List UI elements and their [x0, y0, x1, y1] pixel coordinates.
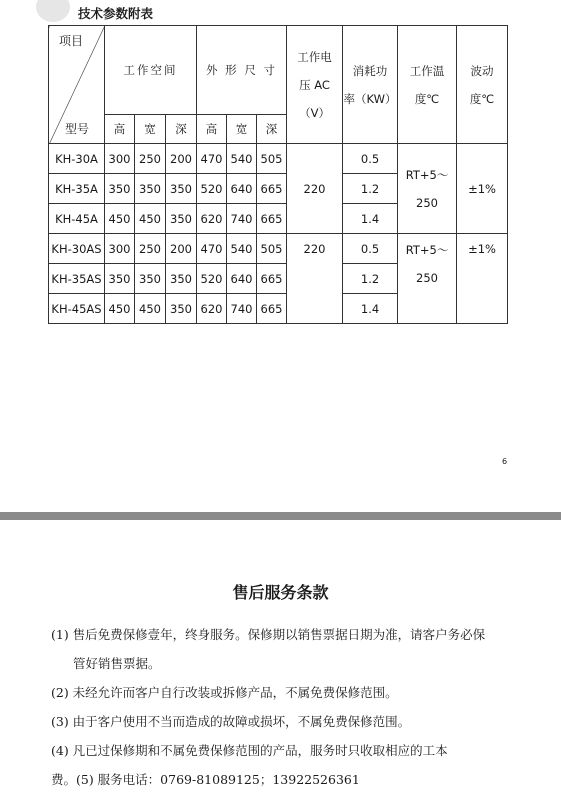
- section-title: 技术参数附表: [78, 6, 154, 21]
- temp-header-line: 工作温: [409, 63, 445, 78]
- temp-cell: [398, 144, 457, 234]
- value-cell: 640: [227, 174, 257, 204]
- value-cell: 350: [166, 204, 197, 234]
- work-space-header: 工作空间: [105, 26, 197, 115]
- power-header-line: 消耗功: [352, 63, 388, 78]
- temp-header: [398, 26, 457, 144]
- sub-width: 宽: [135, 115, 166, 144]
- voltage-cell: 220: [287, 234, 343, 324]
- value-cell: 620: [197, 204, 227, 234]
- value-cell: 740: [227, 204, 257, 234]
- voltage-header-line: （V）: [299, 105, 330, 120]
- power-cell: 0.5: [343, 234, 398, 264]
- temp-cell: [398, 234, 457, 324]
- model-cell: KH-45A: [49, 204, 105, 234]
- fluct-header-line: 波动: [470, 63, 494, 78]
- model-cell: KH-30AS: [49, 234, 105, 264]
- value-cell: 250: [135, 144, 166, 174]
- model-cell: KH-30A: [49, 144, 105, 174]
- temp-range-end: 250: [416, 271, 438, 285]
- value-cell: 520: [197, 174, 227, 204]
- power-cell: 1.2: [343, 264, 398, 294]
- service-clause: (3) 由于客户使用不当而造成的故障或损坏，不属免费保修范围。: [51, 714, 411, 729]
- value-cell: 665: [257, 264, 287, 294]
- power-cell: 0.5: [343, 144, 398, 174]
- value-cell: 470: [197, 144, 227, 174]
- table-row: [49, 144, 508, 174]
- fluct-header: [457, 26, 508, 144]
- service-clause: (4) 凡已过保修期和不属免费保修范围的产品，服务时只收取相应的工本: [51, 743, 448, 758]
- value-cell: 300: [105, 234, 135, 264]
- value-cell: 250: [135, 234, 166, 264]
- temp-range-end: 250: [416, 195, 438, 210]
- value-cell: 350: [166, 264, 197, 294]
- value-cell: 350: [166, 294, 197, 324]
- value-cell: 450: [105, 294, 135, 324]
- value-cell: 450: [135, 204, 166, 234]
- value-cell: 350: [105, 264, 135, 294]
- value-cell: 350: [166, 174, 197, 204]
- value-cell: 350: [135, 174, 166, 204]
- temp-range-start: RT+5～: [405, 167, 449, 182]
- service-clause: 费。(5) 服务电话：0769-81089125；13922526361: [51, 772, 360, 787]
- model-cell: KH-35A: [49, 174, 105, 204]
- header-row: [49, 26, 508, 115]
- service-clause: (1) 售后免费保修壹年，终身服务。保修期以销售票据日期为准，请客户务必保: [51, 627, 486, 642]
- sub-depth: 深: [257, 115, 287, 144]
- power-cell: 1.4: [343, 294, 398, 324]
- model-cell: KH-45AS: [49, 294, 105, 324]
- temp-header-line: 度℃: [414, 91, 440, 106]
- dimensions-header: 外 形 尺 寸: [197, 26, 287, 115]
- tab-circle-decoration: [36, 0, 70, 22]
- power-cell: 1.2: [343, 174, 398, 204]
- page-number: 6: [502, 457, 508, 466]
- value-cell: 665: [257, 204, 287, 234]
- value-cell: 540: [227, 144, 257, 174]
- power-header-line: 率（KW）: [343, 91, 397, 106]
- fluct-cell: ±1%: [457, 144, 508, 234]
- temp-range-start: RT+5～: [405, 243, 449, 257]
- value-cell: 350: [105, 174, 135, 204]
- model-cell: KH-35AS: [49, 264, 105, 294]
- value-cell: 665: [257, 294, 287, 324]
- service-clause: 管好销售票据。: [73, 656, 161, 671]
- voltage-cell: 220: [287, 144, 343, 234]
- sub-height: 高: [105, 115, 135, 144]
- fluct-header-line: 度℃: [469, 91, 495, 106]
- value-cell: 200: [166, 234, 197, 264]
- value-cell: 620: [197, 294, 227, 324]
- service-clause: (2) 未经允许而客户自行改装或拆修产品，不属免费保修范围。: [51, 685, 398, 700]
- value-cell: 450: [105, 204, 135, 234]
- sub-depth: 深: [166, 115, 197, 144]
- table-row: [49, 234, 508, 264]
- value-cell: 505: [257, 144, 287, 174]
- power-cell: 1.4: [343, 204, 398, 234]
- value-cell: 540: [227, 234, 257, 264]
- value-cell: 520: [197, 264, 227, 294]
- value-cell: 505: [257, 234, 287, 264]
- value-cell: 640: [227, 264, 257, 294]
- sub-height: 高: [197, 115, 227, 144]
- sub-width: 宽: [227, 115, 257, 144]
- value-cell: 740: [227, 294, 257, 324]
- voltage-header: [287, 26, 343, 144]
- value-cell: 350: [135, 264, 166, 294]
- value-cell: 200: [166, 144, 197, 174]
- value-cell: 450: [135, 294, 166, 324]
- model-label: 型号: [65, 122, 90, 136]
- page-divider: [0, 512, 561, 520]
- item-label: 项目: [59, 34, 84, 48]
- diagonal-header-cell: [49, 26, 105, 144]
- value-cell: 300: [105, 144, 135, 174]
- fluct-cell: ±1%: [457, 234, 508, 324]
- power-header: [343, 26, 398, 144]
- value-cell: 665: [257, 174, 287, 204]
- voltage-header-line: 工作电: [297, 49, 332, 64]
- service-title: 售后服务条款: [232, 583, 329, 602]
- voltage-header-line: 压 AC: [299, 77, 330, 92]
- spec-table: [48, 25, 508, 324]
- value-cell: 470: [197, 234, 227, 264]
